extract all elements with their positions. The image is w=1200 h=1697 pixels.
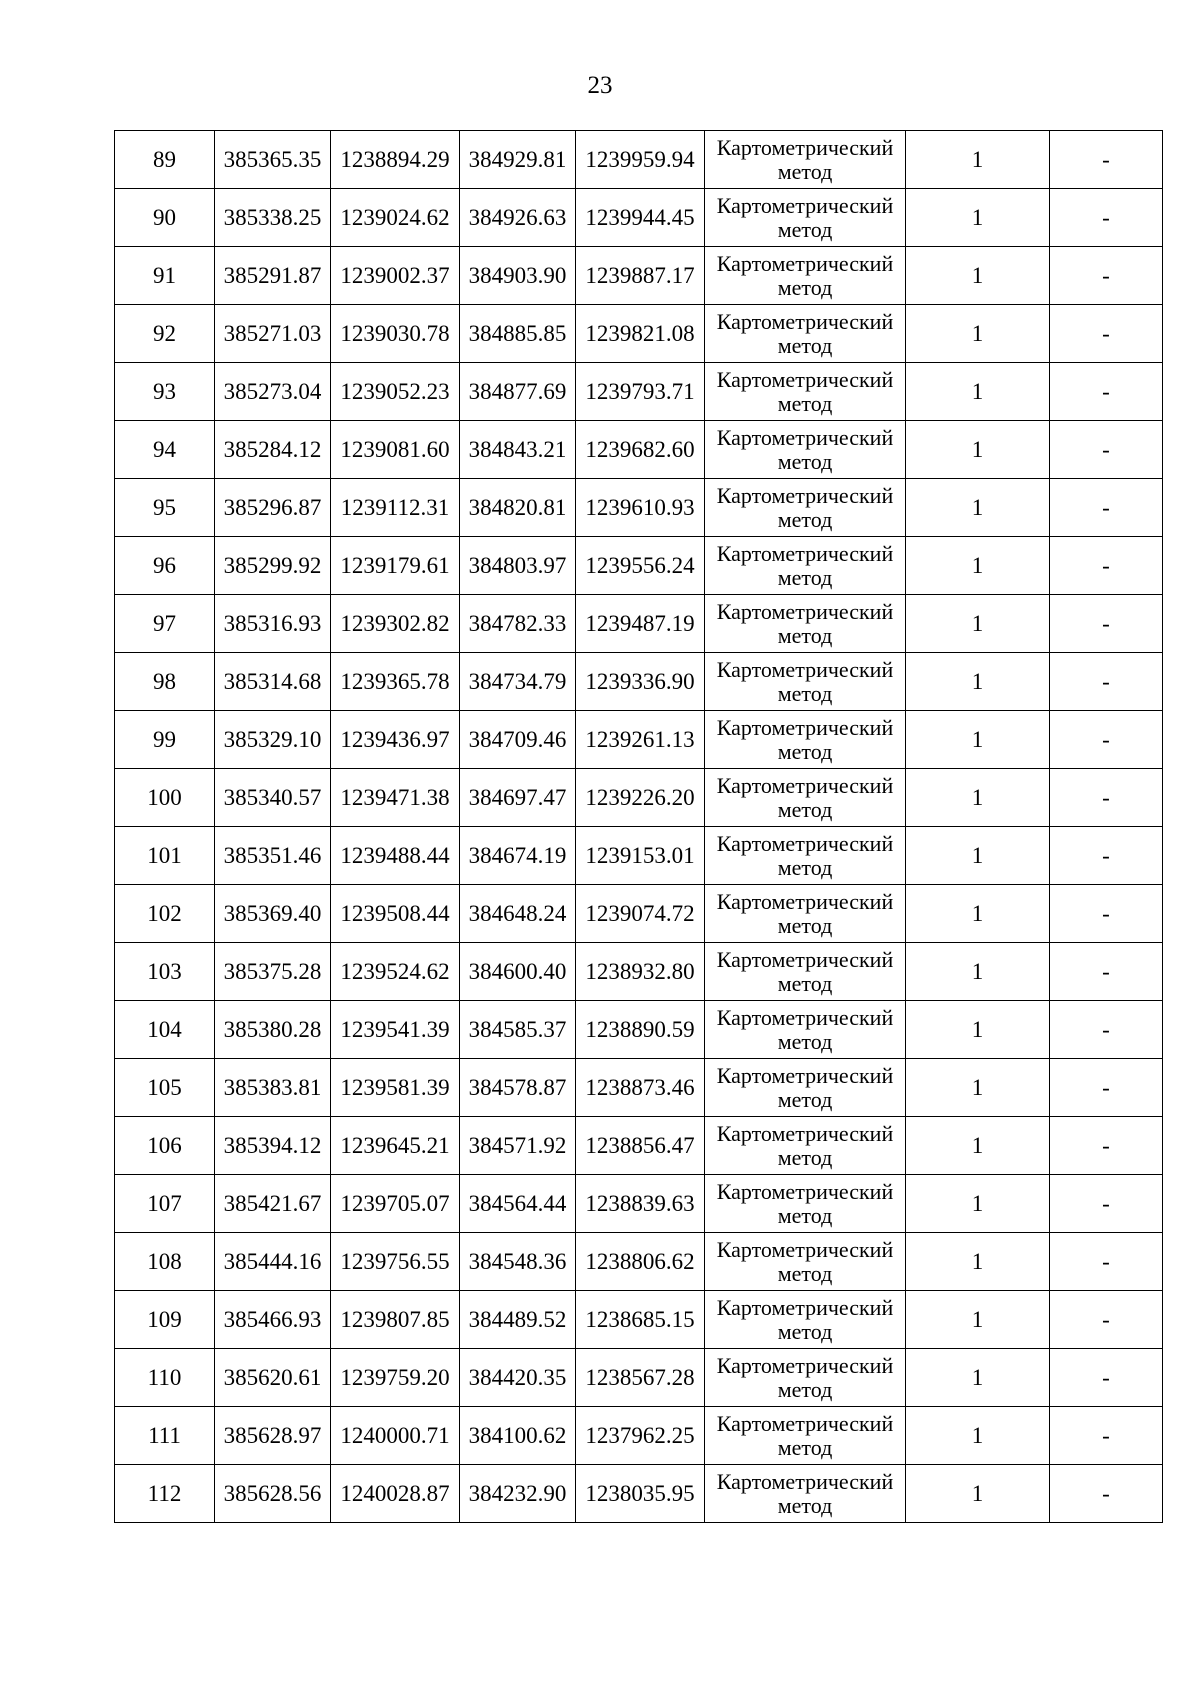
x1-coordinate-cell: 385620.61 <box>215 1349 331 1407</box>
precision-cell: 1 <box>906 1059 1050 1117</box>
precision-cell: 1 <box>906 1349 1050 1407</box>
x2-coordinate-cell: 384903.90 <box>460 247 576 305</box>
point-number-cell: 102 <box>115 885 215 943</box>
note-cell: - <box>1050 1407 1163 1465</box>
point-number-cell: 111 <box>115 1407 215 1465</box>
x1-coordinate-cell: 385284.12 <box>215 421 331 479</box>
y2-coordinate-cell: 1239074.72 <box>576 885 705 943</box>
y1-coordinate-cell: 1238894.29 <box>331 131 460 189</box>
note-cell: - <box>1050 595 1163 653</box>
y1-coordinate-cell: 1239030.78 <box>331 305 460 363</box>
y2-coordinate-cell: 1239261.13 <box>576 711 705 769</box>
y1-coordinate-cell: 1239581.39 <box>331 1059 460 1117</box>
y2-coordinate-cell: 1237962.25 <box>576 1407 705 1465</box>
y2-coordinate-cell: 1239610.93 <box>576 479 705 537</box>
y1-coordinate-cell: 1239179.61 <box>331 537 460 595</box>
x1-coordinate-cell: 385273.04 <box>215 363 331 421</box>
x1-coordinate-cell: 385338.25 <box>215 189 331 247</box>
table-row <box>115 131 1163 189</box>
x2-coordinate-cell: 384877.69 <box>460 363 576 421</box>
x2-coordinate-cell: 384600.40 <box>460 943 576 1001</box>
x2-coordinate-cell: 384420.35 <box>460 1349 576 1407</box>
point-number-cell: 103 <box>115 943 215 1001</box>
page-number: 23 <box>587 72 613 99</box>
method-cell: Картометрический метод <box>705 363 906 421</box>
y2-coordinate-cell: 1239821.08 <box>576 305 705 363</box>
x2-coordinate-cell: 384782.33 <box>460 595 576 653</box>
table-row <box>115 1291 1163 1349</box>
method-cell: Картометрический метод <box>705 1117 906 1175</box>
y2-coordinate-cell: 1239682.60 <box>576 421 705 479</box>
table-row <box>115 537 1163 595</box>
table-row <box>115 421 1163 479</box>
note-cell: - <box>1050 305 1163 363</box>
table-row <box>115 653 1163 711</box>
method-cell: Картометрический метод <box>705 1291 906 1349</box>
note-cell: - <box>1050 1291 1163 1349</box>
x1-coordinate-cell: 385380.28 <box>215 1001 331 1059</box>
method-cell: Картометрический метод <box>705 1349 906 1407</box>
point-number-cell: 100 <box>115 769 215 827</box>
method-cell: Картометрический метод <box>705 769 906 827</box>
note-cell: - <box>1050 653 1163 711</box>
note-cell: - <box>1050 1059 1163 1117</box>
x2-coordinate-cell: 384709.46 <box>460 711 576 769</box>
point-number-cell: 96 <box>115 537 215 595</box>
y2-coordinate-cell: 1238685.15 <box>576 1291 705 1349</box>
note-cell: - <box>1050 827 1163 885</box>
precision-cell: 1 <box>906 189 1050 247</box>
method-cell: Картометрический метод <box>705 131 906 189</box>
method-cell: Картометрический метод <box>705 189 906 247</box>
method-cell: Картометрический метод <box>705 1233 906 1291</box>
method-cell: Картометрический метод <box>705 595 906 653</box>
note-cell: - <box>1050 1175 1163 1233</box>
note-cell: - <box>1050 1465 1163 1523</box>
note-cell: - <box>1050 769 1163 827</box>
y2-coordinate-cell: 1239887.17 <box>576 247 705 305</box>
method-cell: Картометрический метод <box>705 1175 906 1233</box>
y2-coordinate-cell: 1239336.90 <box>576 653 705 711</box>
x1-coordinate-cell: 385351.46 <box>215 827 331 885</box>
y2-coordinate-cell: 1238035.95 <box>576 1465 705 1523</box>
y2-coordinate-cell: 1239487.19 <box>576 595 705 653</box>
y1-coordinate-cell: 1239436.97 <box>331 711 460 769</box>
point-number-cell: 108 <box>115 1233 215 1291</box>
y1-coordinate-cell: 1239488.44 <box>331 827 460 885</box>
precision-cell: 1 <box>906 711 1050 769</box>
precision-cell: 1 <box>906 653 1050 711</box>
x2-coordinate-cell: 384585.37 <box>460 1001 576 1059</box>
method-cell: Картометрический метод <box>705 305 906 363</box>
x1-coordinate-cell: 385369.40 <box>215 885 331 943</box>
x2-coordinate-cell: 384885.85 <box>460 305 576 363</box>
method-cell: Картометрический метод <box>705 537 906 595</box>
x1-coordinate-cell: 385271.03 <box>215 305 331 363</box>
x1-coordinate-cell: 385291.87 <box>215 247 331 305</box>
point-number-cell: 99 <box>115 711 215 769</box>
x2-coordinate-cell: 384548.36 <box>460 1233 576 1291</box>
x1-coordinate-cell: 385375.28 <box>215 943 331 1001</box>
note-cell: - <box>1050 1001 1163 1059</box>
x1-coordinate-cell: 385314.68 <box>215 653 331 711</box>
precision-cell: 1 <box>906 1291 1050 1349</box>
precision-cell: 1 <box>906 1175 1050 1233</box>
y1-coordinate-cell: 1239756.55 <box>331 1233 460 1291</box>
x2-coordinate-cell: 384564.44 <box>460 1175 576 1233</box>
point-number-cell: 98 <box>115 653 215 711</box>
note-cell: - <box>1050 479 1163 537</box>
y1-coordinate-cell: 1239302.82 <box>331 595 460 653</box>
table-row <box>115 1001 1163 1059</box>
x2-coordinate-cell: 384648.24 <box>460 885 576 943</box>
y1-coordinate-cell: 1239002.37 <box>331 247 460 305</box>
y2-coordinate-cell: 1238839.63 <box>576 1175 705 1233</box>
note-cell: - <box>1050 189 1163 247</box>
point-number-cell: 95 <box>115 479 215 537</box>
method-cell: Картометрический метод <box>705 1059 906 1117</box>
point-number-cell: 110 <box>115 1349 215 1407</box>
note-cell: - <box>1050 247 1163 305</box>
y1-coordinate-cell: 1239759.20 <box>331 1349 460 1407</box>
table-row <box>115 1349 1163 1407</box>
x2-coordinate-cell: 384489.52 <box>460 1291 576 1349</box>
table-row <box>115 189 1163 247</box>
point-number-cell: 104 <box>115 1001 215 1059</box>
y1-coordinate-cell: 1239471.38 <box>331 769 460 827</box>
method-cell: Картометрический метод <box>705 247 906 305</box>
y1-coordinate-cell: 1239645.21 <box>331 1117 460 1175</box>
point-number-cell: 101 <box>115 827 215 885</box>
y2-coordinate-cell: 1239153.01 <box>576 827 705 885</box>
method-cell: Картометрический метод <box>705 421 906 479</box>
method-cell: Картометрический метод <box>705 653 906 711</box>
x1-coordinate-cell: 385316.93 <box>215 595 331 653</box>
y1-coordinate-cell: 1239508.44 <box>331 885 460 943</box>
x2-coordinate-cell: 384674.19 <box>460 827 576 885</box>
x2-coordinate-cell: 384929.81 <box>460 131 576 189</box>
precision-cell: 1 <box>906 247 1050 305</box>
y1-coordinate-cell: 1239524.62 <box>331 943 460 1001</box>
precision-cell: 1 <box>906 305 1050 363</box>
y1-coordinate-cell: 1239705.07 <box>331 1175 460 1233</box>
method-cell: Картометрический метод <box>705 943 906 1001</box>
precision-cell: 1 <box>906 1117 1050 1175</box>
y1-coordinate-cell: 1239807.85 <box>331 1291 460 1349</box>
x2-coordinate-cell: 384232.90 <box>460 1465 576 1523</box>
y2-coordinate-cell: 1239959.94 <box>576 131 705 189</box>
table-row <box>115 711 1163 769</box>
x2-coordinate-cell: 384803.97 <box>460 537 576 595</box>
x1-coordinate-cell: 385329.10 <box>215 711 331 769</box>
y2-coordinate-cell: 1238873.46 <box>576 1059 705 1117</box>
table-row <box>115 363 1163 421</box>
table-row <box>115 1233 1163 1291</box>
x1-coordinate-cell: 385628.56 <box>215 1465 331 1523</box>
point-number-cell: 109 <box>115 1291 215 1349</box>
x1-coordinate-cell: 385628.97 <box>215 1407 331 1465</box>
note-cell: - <box>1050 1117 1163 1175</box>
table-row <box>115 943 1163 1001</box>
precision-cell: 1 <box>906 131 1050 189</box>
y1-coordinate-cell: 1240028.87 <box>331 1465 460 1523</box>
point-number-cell: 105 <box>115 1059 215 1117</box>
y1-coordinate-cell: 1239541.39 <box>331 1001 460 1059</box>
x1-coordinate-cell: 385383.81 <box>215 1059 331 1117</box>
y1-coordinate-cell: 1239081.60 <box>331 421 460 479</box>
precision-cell: 1 <box>906 595 1050 653</box>
table-row <box>115 1407 1163 1465</box>
note-cell: - <box>1050 1233 1163 1291</box>
precision-cell: 1 <box>906 537 1050 595</box>
table-body <box>115 131 1163 1523</box>
table-row <box>115 247 1163 305</box>
method-cell: Картометрический метод <box>705 1465 906 1523</box>
precision-cell: 1 <box>906 421 1050 479</box>
y2-coordinate-cell: 1238932.80 <box>576 943 705 1001</box>
note-cell: - <box>1050 131 1163 189</box>
point-number-cell: 89 <box>115 131 215 189</box>
y2-coordinate-cell: 1239556.24 <box>576 537 705 595</box>
table-row <box>115 1465 1163 1523</box>
table-row <box>115 479 1163 537</box>
x1-coordinate-cell: 385365.35 <box>215 131 331 189</box>
y1-coordinate-cell: 1239052.23 <box>331 363 460 421</box>
y1-coordinate-cell: 1239365.78 <box>331 653 460 711</box>
note-cell: - <box>1050 1349 1163 1407</box>
x2-coordinate-cell: 384820.81 <box>460 479 576 537</box>
point-number-cell: 92 <box>115 305 215 363</box>
table-row <box>115 1059 1163 1117</box>
x1-coordinate-cell: 385466.93 <box>215 1291 331 1349</box>
note-cell: - <box>1050 363 1163 421</box>
precision-cell: 1 <box>906 479 1050 537</box>
x1-coordinate-cell: 385421.67 <box>215 1175 331 1233</box>
table-row <box>115 769 1163 827</box>
precision-cell: 1 <box>906 827 1050 885</box>
y2-coordinate-cell: 1239944.45 <box>576 189 705 247</box>
y1-coordinate-cell: 1239024.62 <box>331 189 460 247</box>
point-number-cell: 91 <box>115 247 215 305</box>
table-row <box>115 885 1163 943</box>
y2-coordinate-cell: 1239793.71 <box>576 363 705 421</box>
note-cell: - <box>1050 885 1163 943</box>
point-number-cell: 107 <box>115 1175 215 1233</box>
x2-coordinate-cell: 384734.79 <box>460 653 576 711</box>
point-number-cell: 94 <box>115 421 215 479</box>
precision-cell: 1 <box>906 1001 1050 1059</box>
y2-coordinate-cell: 1238567.28 <box>576 1349 705 1407</box>
table-row <box>115 827 1163 885</box>
y2-coordinate-cell: 1238890.59 <box>576 1001 705 1059</box>
note-cell: - <box>1050 421 1163 479</box>
note-cell: - <box>1050 943 1163 1001</box>
precision-cell: 1 <box>906 1233 1050 1291</box>
precision-cell: 1 <box>906 943 1050 1001</box>
method-cell: Картометрический метод <box>705 827 906 885</box>
x1-coordinate-cell: 385444.16 <box>215 1233 331 1291</box>
point-number-cell: 106 <box>115 1117 215 1175</box>
method-cell: Картометрический метод <box>705 1407 906 1465</box>
x2-coordinate-cell: 384926.63 <box>460 189 576 247</box>
point-number-cell: 90 <box>115 189 215 247</box>
precision-cell: 1 <box>906 769 1050 827</box>
method-cell: Картометрический метод <box>705 885 906 943</box>
table-row <box>115 1175 1163 1233</box>
method-cell: Картометрический метод <box>705 479 906 537</box>
coordinates-table <box>114 130 1163 1523</box>
table-row <box>115 305 1163 363</box>
y1-coordinate-cell: 1240000.71 <box>331 1407 460 1465</box>
x2-coordinate-cell: 384578.87 <box>460 1059 576 1117</box>
x1-coordinate-cell: 385340.57 <box>215 769 331 827</box>
y2-coordinate-cell: 1238856.47 <box>576 1117 705 1175</box>
table-row <box>115 1117 1163 1175</box>
y1-coordinate-cell: 1239112.31 <box>331 479 460 537</box>
note-cell: - <box>1050 537 1163 595</box>
table-row <box>115 595 1163 653</box>
x1-coordinate-cell: 385296.87 <box>215 479 331 537</box>
precision-cell: 1 <box>906 885 1050 943</box>
note-cell: - <box>1050 711 1163 769</box>
method-cell: Картометрический метод <box>705 1001 906 1059</box>
y2-coordinate-cell: 1239226.20 <box>576 769 705 827</box>
x2-coordinate-cell: 384100.62 <box>460 1407 576 1465</box>
point-number-cell: 112 <box>115 1465 215 1523</box>
x1-coordinate-cell: 385394.12 <box>215 1117 331 1175</box>
x1-coordinate-cell: 385299.92 <box>215 537 331 595</box>
method-cell: Картометрический метод <box>705 711 906 769</box>
precision-cell: 1 <box>906 1465 1050 1523</box>
x2-coordinate-cell: 384843.21 <box>460 421 576 479</box>
y2-coordinate-cell: 1238806.62 <box>576 1233 705 1291</box>
point-number-cell: 93 <box>115 363 215 421</box>
precision-cell: 1 <box>906 1407 1050 1465</box>
precision-cell: 1 <box>906 363 1050 421</box>
x2-coordinate-cell: 384697.47 <box>460 769 576 827</box>
point-number-cell: 97 <box>115 595 215 653</box>
x2-coordinate-cell: 384571.92 <box>460 1117 576 1175</box>
